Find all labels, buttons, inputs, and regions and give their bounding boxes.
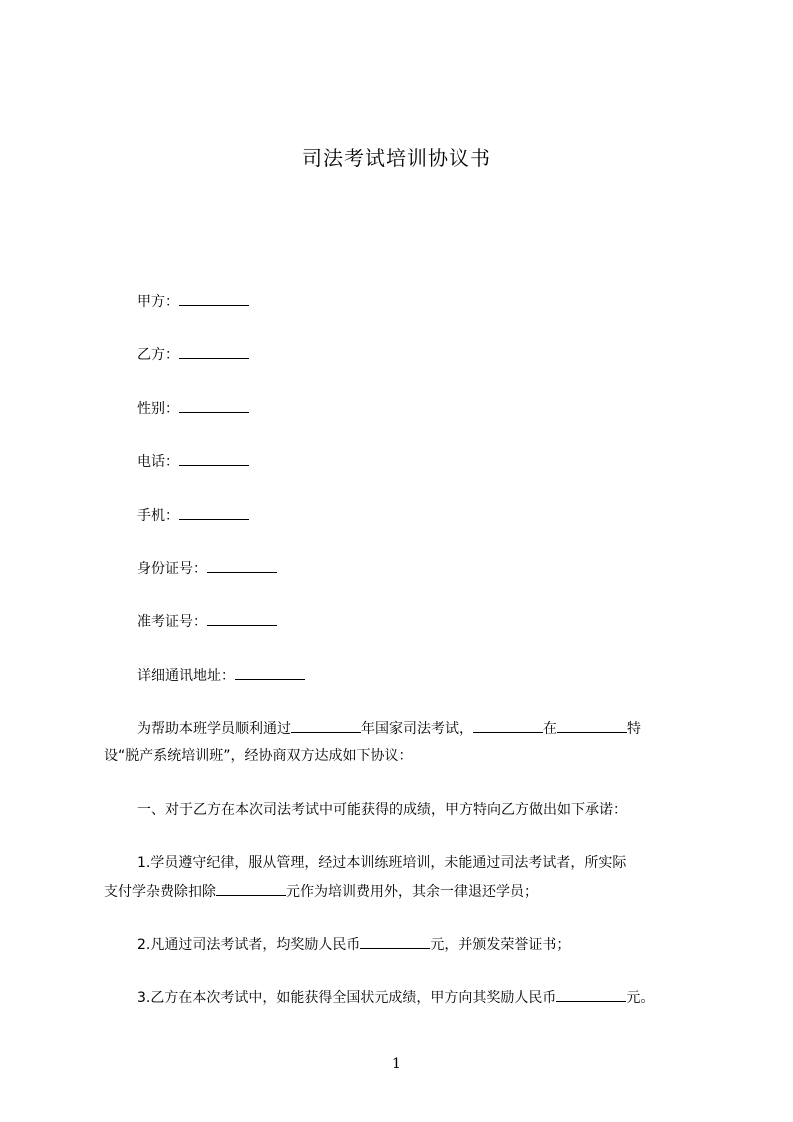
field-label: 甲方： [137, 294, 179, 310]
field-label: 身份证号： [137, 561, 207, 577]
fill-blank [216, 881, 286, 896]
field-address [137, 665, 305, 686]
item-2 [137, 934, 570, 955]
section-heading: 一、对于乙方在本次司法考试中可能获得的成绩，甲方特向乙方做出如下承诺： [137, 802, 627, 818]
fill-blank [207, 558, 277, 573]
intro-text: 年国家司法考试， [361, 721, 473, 737]
item-text: 2.凡通过司法考试者，均奖励人民币 [137, 937, 361, 953]
field-admission-number [137, 611, 277, 632]
item-text: 元。 [626, 990, 655, 1006]
field-gender [137, 398, 249, 419]
intro-text: 在 [543, 721, 557, 737]
item-text: 3.乙方在本次考试中，如能获得全国状元成绩，甲方向其奖励人民币 [137, 990, 557, 1006]
fill-blank [207, 611, 277, 626]
fill-blank [473, 718, 543, 733]
fill-blank [179, 505, 249, 520]
fill-blank [179, 451, 249, 466]
fill-blank [179, 398, 249, 413]
fill-blank [556, 987, 626, 1002]
fill-blank [557, 718, 627, 733]
field-label: 电话： [137, 454, 179, 470]
fill-blank [360, 934, 430, 949]
intro-text: 特 [627, 721, 641, 737]
page-number: 1 [392, 1056, 401, 1072]
intro-paragraph-line2: 设“脱产系统培训班”，经协商双方达成如下协议： [104, 748, 413, 764]
field-label: 性别： [137, 401, 179, 417]
intro-text: 为帮助本班学员顺利通过 [137, 721, 291, 737]
item-3 [137, 987, 654, 1008]
field-party-b [137, 344, 249, 365]
field-label: 手机： [137, 508, 179, 524]
intro-paragraph-line1 [104, 718, 737, 739]
field-label: 详细通讯地址： [137, 668, 235, 684]
field-id-number [137, 558, 277, 579]
field-label: 乙方： [137, 347, 179, 363]
item-text: 元作为培训费用外，其余一律退还学员； [286, 884, 538, 900]
item-1-line2 [104, 881, 538, 902]
fill-blank [291, 718, 361, 733]
item-text: 支付学杂费除扣除 [104, 884, 216, 900]
field-phone [137, 451, 249, 472]
document-title: 司法考试培训协议书 [302, 146, 491, 170]
item-text: 元，并颁发荣誉证书； [430, 937, 571, 953]
fill-blank [235, 665, 305, 680]
fill-blank [179, 344, 249, 359]
item-1-line1: 1.学员遵守纪律，服从管理，经过本训练班培训，未能通过司法考试者，所实际 [137, 855, 627, 871]
field-party-a [137, 291, 249, 312]
field-label: 准考证号： [137, 614, 207, 630]
fill-blank [179, 291, 249, 306]
field-mobile [137, 505, 249, 526]
